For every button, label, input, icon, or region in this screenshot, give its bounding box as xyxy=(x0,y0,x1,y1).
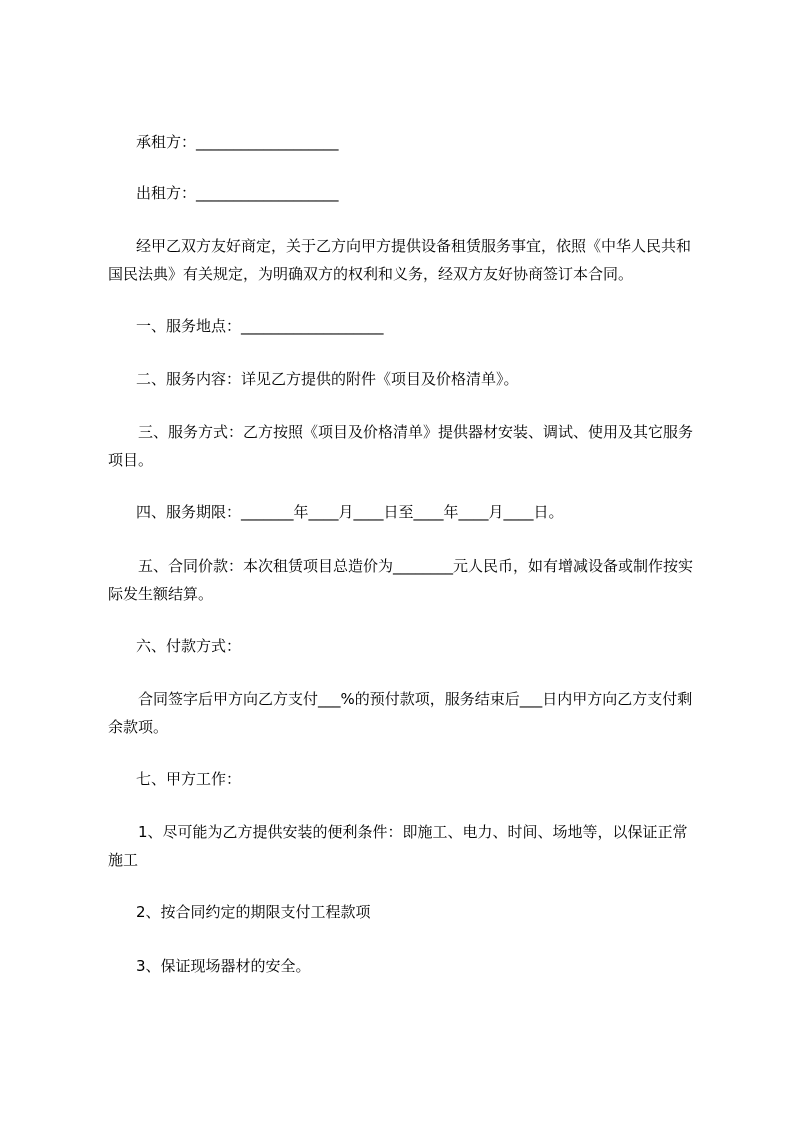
lessor-line: 出租方：___________________ xyxy=(136,184,339,202)
clause-party-a-duties: 七、甲方工作： xyxy=(136,770,242,788)
clause-service-method: 三、服务方式：乙方按照《项目及价格清单》提供器材安装、调试、使用及其它服务项目。 xyxy=(108,423,694,469)
clause-payment-method: 六、付款方式： xyxy=(136,637,242,655)
clause-service-content: 二、服务内容：详见乙方提供的附件《项目及价格清单》。 xyxy=(136,370,519,388)
clause-contract-price: 五、合同价款：本次租赁项目总造价为________元人民币，如有增减设备或制作按实际发生额结算。 xyxy=(108,557,694,603)
duty-item-2: 2、按合同约定的期限支付工程款项 xyxy=(136,903,371,921)
payment-terms-paragraph: 合同签字后甲方向乙方支付___%的预付款项，服务结束后___日内甲方向乙方支付剩余款项。 xyxy=(108,690,693,736)
clause-service-location: 一、服务地点：___________________ xyxy=(136,317,384,335)
lessee-line: 承租方：___________________ xyxy=(136,133,339,151)
preamble-paragraph: 经甲乙双方友好商定，关于乙方向甲方提供设备租赁服务事宜，依照《中华人民共和国民法典》有关规定，为明确双方的权利和义务，经双方友好协商签订本合同。 xyxy=(108,237,692,283)
duty-item-3: 3、保证现场器材的安全。 xyxy=(136,957,311,975)
clause-service-period: 四、服务期限：_______年____月____日至____年____月____日。 xyxy=(136,503,564,521)
duty-item-1: 1、尽可能为乙方提供安装的便利条件：即施工、电力、时间、场地等，以保证正常施工 xyxy=(108,823,688,869)
